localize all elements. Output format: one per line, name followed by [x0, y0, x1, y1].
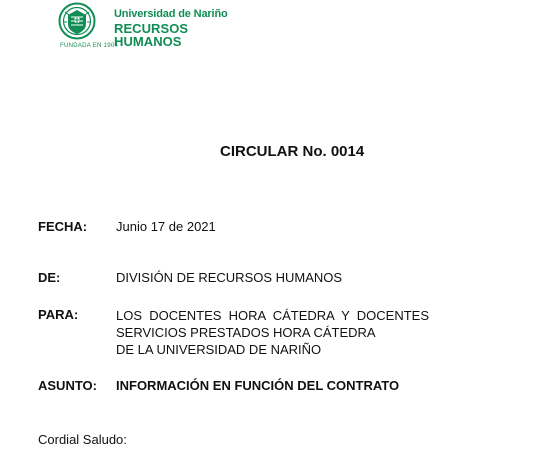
subject-label: ASUNTO:	[38, 378, 97, 393]
to-label: PARA:	[38, 307, 79, 322]
circular-title: CIRCULAR No. 0014	[220, 143, 365, 160]
greeting-text: Cordial Saludo:	[38, 432, 127, 447]
department-name: RECURSOS HUMANOS	[114, 21, 189, 49]
from-value: DIVISIÓN DE RECURSOS HUMANOS	[116, 270, 343, 285]
date-label: FECHA:	[38, 219, 88, 234]
founded-caption: FUNDADA EN 1904	[60, 43, 119, 49]
from-label: DE:	[38, 270, 61, 285]
to-value-line-3: DE LA UNIVERSIDAD DE NARIÑO	[116, 342, 322, 357]
university-name: Universidad de Nariño	[114, 8, 228, 20]
university-seal-icon	[55, 1, 99, 41]
institution-logo	[46, 0, 242, 52]
subject-value: INFORMACIÓN EN FUNCIÓN DEL CONTRATO	[116, 378, 400, 393]
to-value-line-2: SERVICIOS PRESTADOS HORA CÁTEDRA	[116, 325, 376, 340]
to-value-block	[116, 307, 429, 358]
logo-text	[114, 9, 242, 48]
date-value: Junio 17 de 2021	[116, 219, 216, 234]
to-value-line-1: LOS DOCENTES HORA CÁTEDRA Y DOCENTES	[116, 308, 429, 323]
